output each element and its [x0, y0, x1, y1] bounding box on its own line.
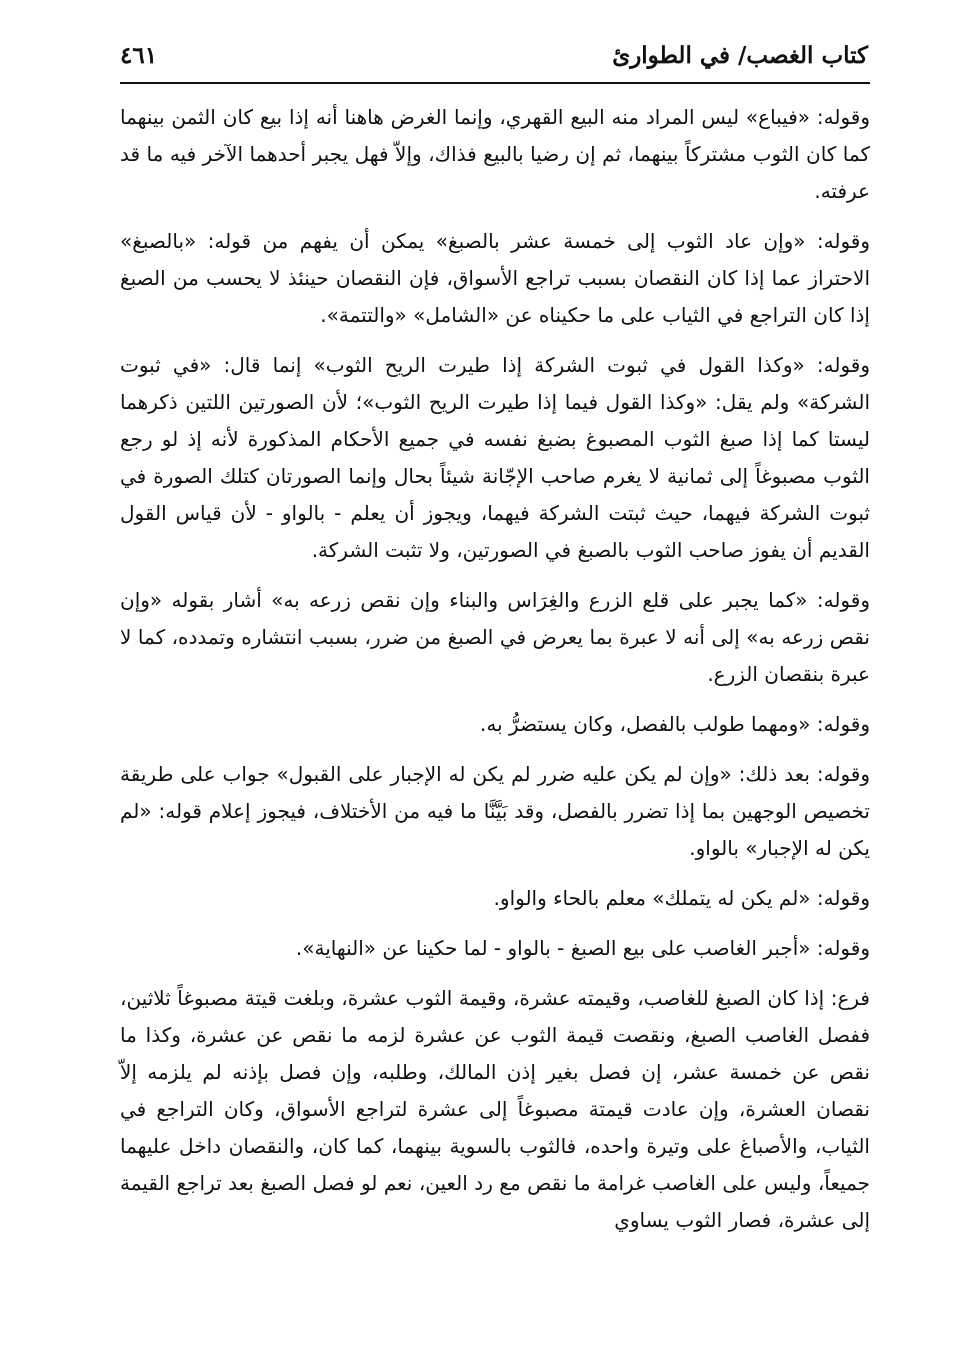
- paragraph: وقوله: «كما يجبر على قلع الزرع والغِرَاس والبناء وإن نقص زرعه به» أشار بقوله «وإن نقص زرعه به» إلى أنه لا عبرة بما يعرض في الصبغ من ضرر، بسبب انتشاره وتمدده، كما لا عبرة بنقصان الزرع.: [120, 588, 870, 686]
- paragraph: وقوله: «ومهما طولب بالفصل، وكان يستضرُّ به.: [480, 712, 870, 736]
- page-header: [120, 38, 868, 78]
- page-number: ٤٦١: [120, 42, 158, 69]
- header-rule: [120, 82, 870, 84]
- paragraph: وقوله: «أجبر الغاصب على بيع الصبغ - بالواو - لما حكينا عن «النهاية».: [295, 936, 870, 960]
- paragraph: وقوله: «وكذا القول في ثبوت الشركة إذا طيرت الريح الثوب» إنما قال: «في ثبوت الشركة» ولم يقل: «وكذا القول فيما إذا طيرت الريح الثوب»؛ لأن الصورتين اللتين ذكرهما ليستا كما إذا صبغ الثوب المصبوغ بضبغ نفسه في جميع الأحكام المذكورة لأنه إذ لو رجع الثوب مصبوغاً إلى ثمانية لا يغرم صاحب الإجّانة شيئاً بحال وإنما الصورتان كتلك الصورة في ثبوت الشركة فيهما، حيث ثبتت الشركة فيهما، ويجوز أن يعلم - بالواو - لأن قياس القول القديم أن يفوز صاحب الثوب بالصبغ في الصورتين، ولا تثبت الشركة.: [120, 353, 870, 562]
- paragraph: وقوله: «فيباع» ليس المراد منه البيع القهري، وإنما الغرض هاهنا أنه إذا بيع كان الثمن بينهما كما كان الثوب مشتركاً بينهما، ثم إن رضيا بالبيع فذاك، وإلاّ فهل يجبر أحدهما الآخر فيه ما قد عرفته.: [120, 105, 870, 203]
- body-text: [120, 99, 870, 1239]
- paragraph: وقوله: بعد ذلك: «وإن لم يكن عليه ضرر لم يكن له الإجبار على القبول» جواب على طريقة تخصيص الوجهين بما إذا تضرر بالفصل، وقد بَيَّنَّا ما فيه من الأختلاف، فيجوز إعلام قوله: «لم يكن له الإجبار» بالواو.: [120, 762, 870, 860]
- running-title: كتاب الغصب/ في الطوارئ: [612, 42, 868, 69]
- paragraph: وقوله: «لم يكن له يتملك» معلم بالحاء والواو.: [493, 886, 870, 910]
- paragraph: فرع: إذا كان الصبغ للغاصب، وقيمته عشرة، وقيمة الثوب عشرة، وبلغت قيتة مصبوغاً ثلاثين، ففصل الغاصب الصبغ، ونقصت قيمة الثوب عن عشرة لزمه ما نقص عن عشرة، وكذا ما نقص عن خمسة عشر، إن فصل بغير إذن المالك، وطلبه، وإن فصل بإذنه لم يلزمه إلاّ نقصان العشرة، وإن عادت قيمتة مصبوغاً إلى عشرة لتراجع الأسواق، وكان التراجع في الثياب، والأصباغ على وتيرة واحده، فالثوب بالسوية بينهما، كما كان، والنقصان داخل عليهما جميعاً، وليس على الغاصب غرامة ما نقص مع رد العين، نعم لو فصل الصبغ بعد تراجع القيمة إلى عشرة، فصار الثوب يساوي: [120, 986, 870, 1232]
- paragraph: وقوله: «وإن عاد الثوب إلى خمسة عشر بالصبغ» يمكن أن يفهم من قوله: «بالصبغ» الاحتراز عما إذا كان النقصان بسبب تراجع الأسواق، فإن النقصان حينئذ لا يحسب من الصبغ إذا كان التراجع في الثياب على ما حكيناه عن «الشامل» «والتتمة».: [120, 229, 870, 327]
